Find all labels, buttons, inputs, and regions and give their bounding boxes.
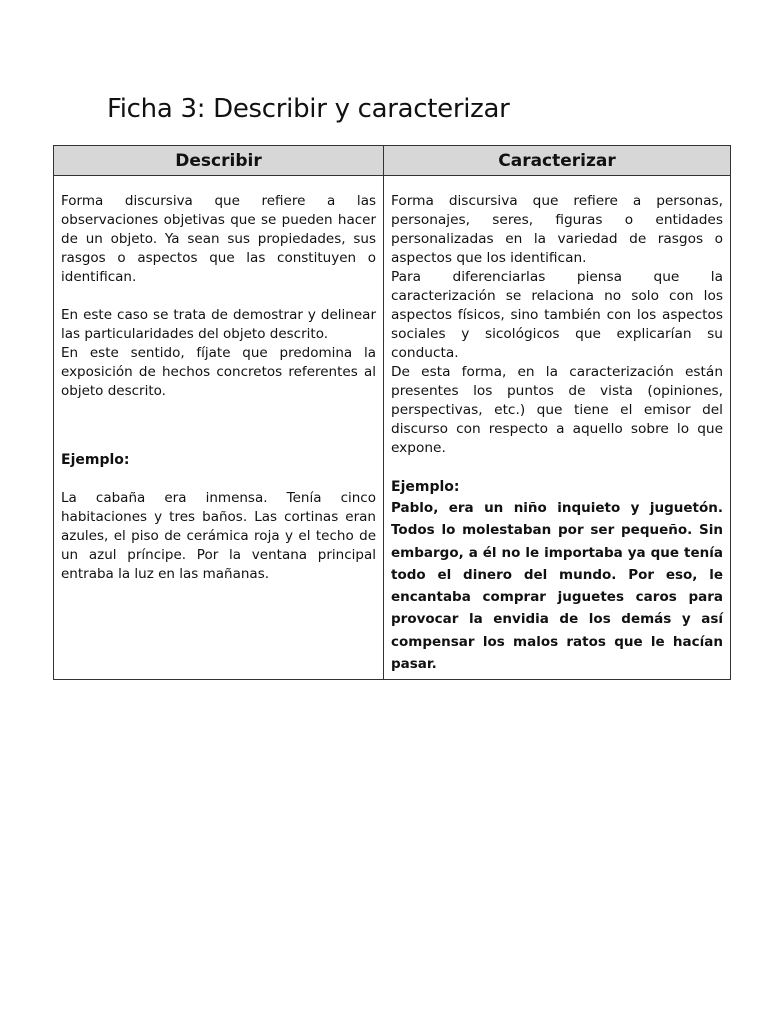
caracterizar-example-label: Ejemplo: — [391, 479, 460, 495]
comparison-table — [53, 145, 731, 680]
caracterizar-paragraph-2: Para diferenciarlas piensa que la caracterización se relaciona no solo con los aspectos físicos, sino también con los aspectos sociales y sicológicos que explicarían su conducta. — [391, 269, 723, 361]
header-describir: Describir — [54, 146, 384, 176]
table-body-row — [54, 188, 731, 680]
caracterizar-cell — [384, 188, 731, 680]
describir-paragraph-3: En este sentido, fíjate que predomina la exposición de hechos concretos referentes al objeto descrito. — [61, 345, 376, 399]
page-title: Ficha 3: Describir y caracterizar — [107, 94, 510, 124]
table-header-row — [54, 146, 731, 176]
describir-cell — [54, 188, 384, 680]
gap-cell-right — [384, 176, 731, 189]
describir-example-text: La cabaña era inmensa. Tenía cinco habitaciones y tres baños. Las cortinas eran azules, el piso de cerámica roja y el techo de un azul príncipe. Por la ventana principal entraba la luz en las mañanas. — [61, 490, 376, 582]
caracterizar-paragraph-1: Forma discursiva que refiere a personas, personajes, seres, figuras o entidades personalizadas en la variedad de rasgos o aspectos que los identifican. — [391, 193, 723, 266]
table-gap-row — [54, 176, 731, 189]
gap-cell-left — [54, 176, 384, 189]
describir-paragraph-1: Forma discursiva que refiere a las observaciones objetivas que se pueden hacer de un objeto. Ya sean sus propiedades, sus rasgos o aspectos que las constituyen o identifican. — [61, 193, 376, 285]
header-caracterizar: Caracterizar — [384, 146, 731, 176]
caracterizar-paragraph-3: De esta forma, en la caracterización están presentes los puntos de vista (opiniones, perspectivas, etc.) que tiene el emisor del discurso con respecto a aquello sobre lo que expone. — [391, 364, 723, 456]
describir-example-label: Ejemplo: — [61, 452, 130, 468]
describir-paragraph-2: En este caso se trata de demostrar y delinear las particularidades del objeto descrito. — [61, 307, 376, 342]
caracterizar-example-text: Pablo, era un niño inquieto y juguetón. Todos lo molestaban por ser pequeño. Sin embargo, a él no le importaba ya que tenía todo el dinero del mundo. Por eso, le encantaba comprar juguetes caros para provocar la envidia de los demás y así compensar los malos ratos que le hacían pasar. — [391, 500, 723, 673]
